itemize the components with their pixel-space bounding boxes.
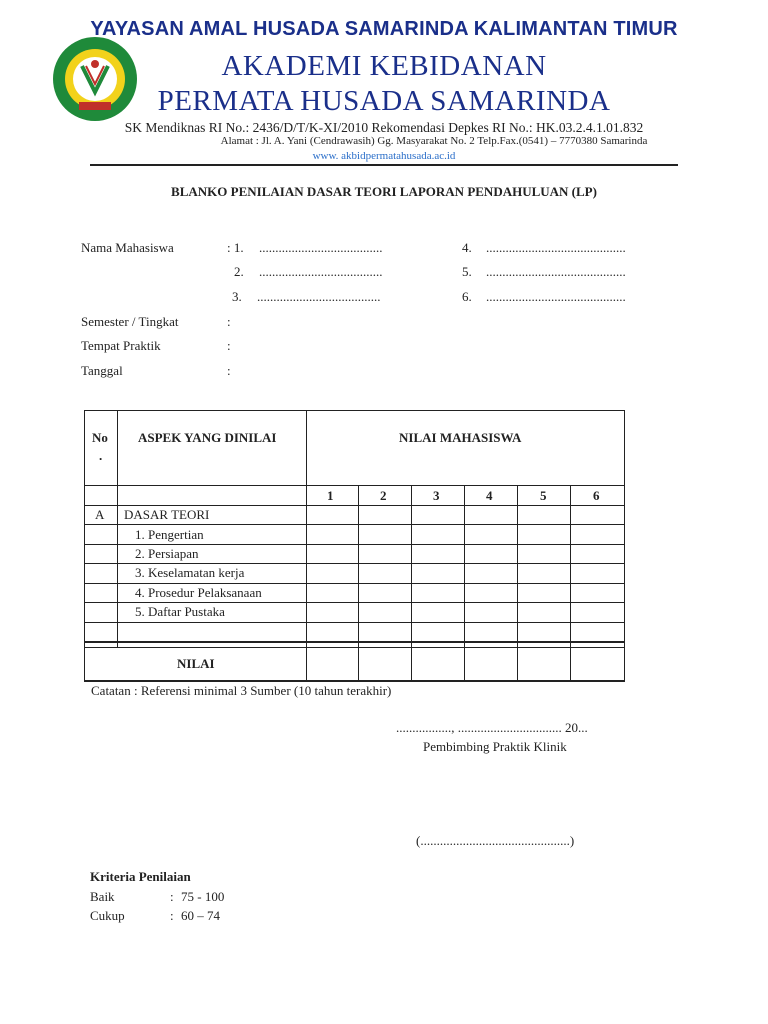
website-link[interactable]: www. akbidpermatahusada.ac.id — [312, 150, 456, 162]
row-item-1: 1. Pengertian — [135, 527, 204, 542]
row-a-no: A — [95, 507, 105, 522]
semester-colon: : — [227, 314, 231, 329]
header-divider — [90, 164, 678, 166]
row-sep-2 — [84, 544, 624, 545]
total-label: NILAI — [177, 656, 215, 671]
row-sep-5 — [84, 602, 624, 603]
student-6-field[interactable]: ........................................... — [486, 289, 626, 304]
table-border-right — [624, 410, 625, 680]
document-title: BLANKO PENILAIAN DASAR TEORI LAPORAN PENDAHULUAN (LP) — [171, 184, 597, 199]
col-aspek-header: ASPEK YANG DINILAI — [138, 430, 277, 445]
row-sep-total-a — [84, 641, 624, 643]
student-4-number: 4. — [462, 240, 472, 255]
col-no-header-dot: . — [99, 448, 103, 463]
student-2-field[interactable]: ...................................... — [259, 264, 383, 279]
row-item-5: 5. Daftar Pustaka — [135, 604, 225, 619]
row-sep-6 — [84, 622, 624, 623]
student-5-number: 5. — [462, 264, 472, 279]
signature-name-line[interactable]: (..............................................) — [416, 833, 575, 848]
table-border-bottom — [84, 680, 625, 682]
row-sep-subhead — [84, 505, 624, 506]
table-border-left — [84, 410, 85, 680]
sub-col-6: 6 — [593, 488, 600, 503]
student-name-label: Nama Mahasiswa — [81, 240, 174, 255]
student-1-number: : 1. — [227, 240, 244, 255]
row-item-4: 4. Prosedur Pelaksanaan — [135, 585, 262, 600]
academy-name-line1: AKADEMI KEBIDANAN — [221, 50, 547, 82]
row-sep-3 — [84, 563, 624, 564]
col-nilai-header: NILAI MAHASISWA — [399, 430, 522, 445]
criteria-baik-colon: : — [170, 889, 174, 904]
academy-name-line2: PERMATA HUSADA SAMARINDA — [157, 85, 611, 117]
date-label: Tanggal — [81, 363, 123, 378]
student-6-number: 6. — [462, 289, 472, 304]
sub-col-5: 5 — [540, 488, 547, 503]
row-item-3: 3. Keselamatan kerja — [135, 565, 245, 580]
criteria-cukup-range: 60 – 74 — [181, 908, 220, 923]
student-4-field[interactable]: ........................................... — [486, 240, 626, 255]
student-3-number: 3. — [232, 289, 242, 304]
address-line: Alamat : Jl. A. Yani (Cendrawasih) Gg. Masyarakat No. 2 Telp.Fax.(0541) – 7770380 Samarinda — [220, 135, 648, 147]
semester-label: Semester / Tingkat — [81, 314, 179, 329]
decree-line: SK Mendiknas RI No.: 2436/D/T/K-XI/2010 Rekomendasi Depkes RI No.: HK.03.2.4.1.01.832 — [124, 120, 644, 135]
signature-role: Pembimbing Praktik Klinik — [423, 739, 567, 754]
date-colon: : — [227, 363, 231, 378]
row-a-aspek: DASAR TEORI — [124, 507, 210, 522]
row-sep-total-b — [84, 647, 624, 648]
criteria-baik-label: Baik — [90, 889, 115, 904]
student-2-number: 2. — [234, 264, 244, 279]
practice-place-colon: : — [227, 338, 231, 353]
practice-place-label: Tempat Praktik — [81, 338, 161, 353]
sub-col-4: 4 — [486, 488, 493, 503]
col-no-header: No — [92, 430, 108, 445]
row-sep-1 — [84, 524, 624, 525]
row-sep-4 — [84, 583, 624, 584]
student-5-field[interactable]: ........................................... — [486, 264, 626, 279]
sub-col-1: 1 — [327, 488, 334, 503]
col-sep-aspek — [306, 410, 307, 680]
row-item-2: 2. Persiapan — [135, 546, 199, 561]
col-sep-no — [117, 410, 118, 647]
table-border-top — [84, 410, 624, 411]
reference-note: Catatan : Referensi minimal 3 Sumber (10 tahun terakhir) — [91, 683, 392, 698]
student-3-field[interactable]: ...................................... — [257, 289, 381, 304]
row-sep-header — [84, 485, 624, 486]
criteria-cukup-colon: : — [170, 908, 174, 923]
signature-date-line[interactable]: ................., ................................ 20... — [396, 720, 588, 735]
sub-col-2: 2 — [380, 488, 387, 503]
criteria-title: Kriteria Penilaian — [90, 869, 191, 884]
criteria-cukup-label: Cukup — [90, 908, 125, 923]
criteria-baik-range: 75 - 100 — [181, 889, 225, 904]
student-1-field[interactable]: ...................................... — [259, 240, 383, 255]
foundation-name: YAYASAN AMAL HUSADA SAMARINDA KALIMANTAN TIMUR — [90, 18, 678, 40]
sub-col-3: 3 — [433, 488, 440, 503]
